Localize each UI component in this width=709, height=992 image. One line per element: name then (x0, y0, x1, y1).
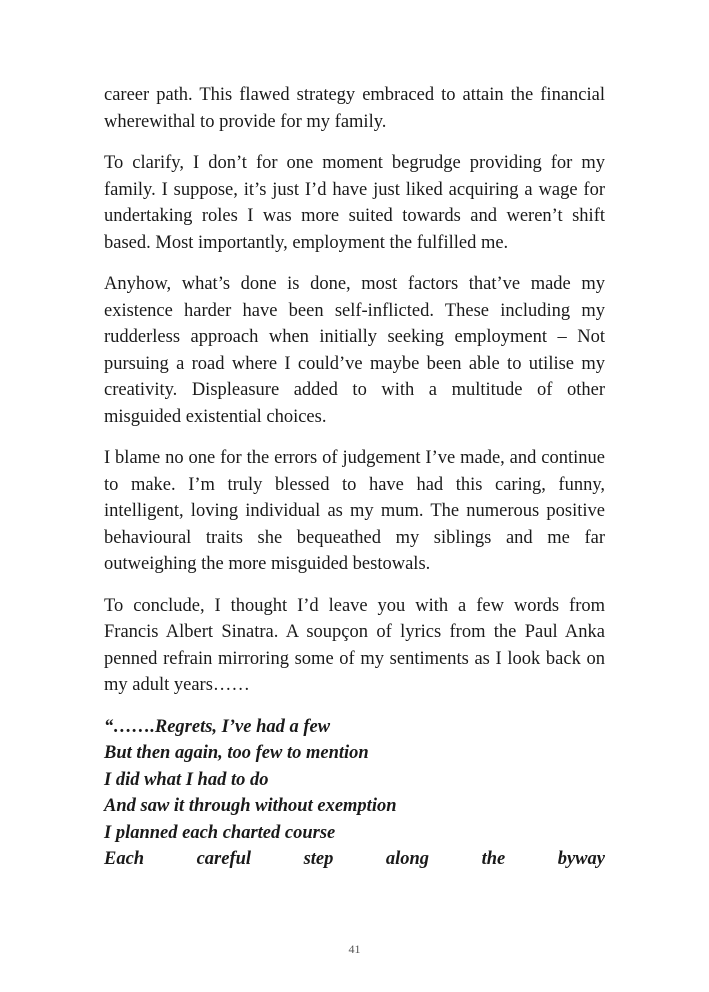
paragraph: To clarify, I don’t for one moment begrudge providing for my family. I suppose, it’s just I’d have just liked acquiring a wage for undertaking roles I was more suited towards and weren’t shift based. Most importantly, employment the fulfilled me. (104, 153, 605, 253)
lyric-word: along (385, 849, 430, 869)
lyric-word: step (303, 849, 334, 869)
paragraph: I blame no one for the errors of judgement I’ve made, and continue to make. I’m truly blessed to have had this caring, funny, intelligent, loving individual as my mum. The numerous positive behavioural traits she bequeathed my siblings and me far outweighing the more misguided bestowals. (104, 448, 605, 574)
page-number: 41 (348, 942, 361, 956)
lyric-word: Each (104, 849, 145, 869)
lyric-line-justified (104, 846, 605, 873)
lyric-word: byway (557, 849, 605, 869)
lyric-word: careful (196, 849, 252, 869)
lyric-line: But then again, too few to mention (104, 743, 369, 763)
paragraph: To conclude, I thought I’d leave you with a few words from Francis Albert Sinatra. A soupçon of lyrics from the Paul Anka penned refrain mirroring some of my sentiments as I look back on my adult years…… (104, 595, 605, 695)
lyric-word: the (481, 849, 506, 869)
lyrics-block (104, 714, 605, 873)
paragraph: career path. This flawed strategy embraced to attain the financial wherewithal to provide for my family. (104, 85, 605, 132)
page-body (104, 82, 605, 873)
lyric-line: I planned each charted course (104, 822, 336, 843)
lyric-line: I did what I had to do (104, 769, 269, 790)
lyric-line: And saw it through without exemption (104, 796, 397, 816)
paragraph: Anyhow, what’s done is done, most factors that’ve made my existence harder have been self-inflicted. These including my rudderless approach when initially seeking employment – Not pursuing a road where I could’ve maybe been able to utilise my creativity. Displeasure added to with a multitude of other misguided existential choices. (104, 274, 605, 427)
lyric-line: “…….Regrets, I’ve had a few (104, 716, 331, 737)
